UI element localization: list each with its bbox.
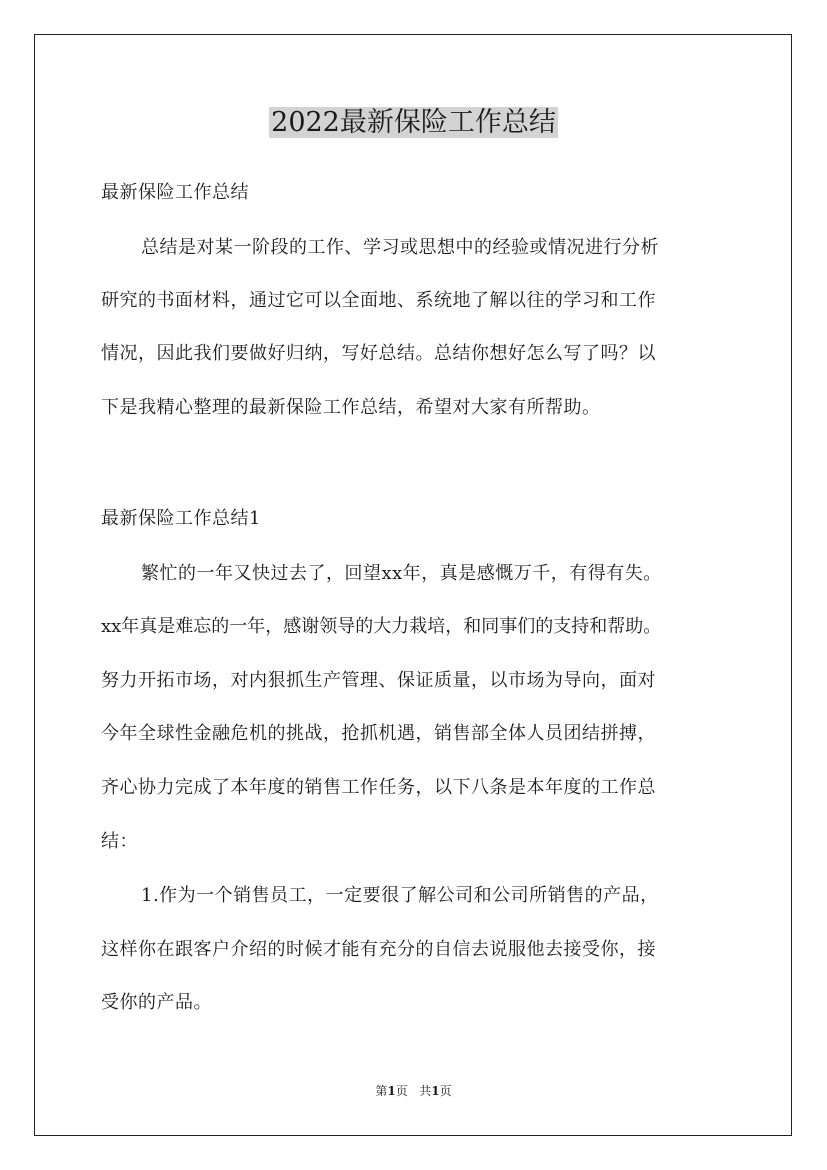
paragraph-line: 受你的产品。: [101, 992, 212, 1013]
document-title-text: 2022最新保险工作总结: [271, 107, 556, 138]
section-heading: 最新保险工作总结1: [101, 508, 261, 529]
paragraph-line: 齐心协力完成了本年度的销售工作任务，以下八条是本年度的工作总: [101, 777, 656, 798]
total-label-prefix: 共: [419, 1084, 432, 1098]
paragraph-line: 结：: [101, 831, 138, 852]
paragraph-line: 这样你在跟客户介绍的时候才能有充分的自信去说服他去接受你，接: [101, 939, 656, 960]
page-number: 1: [387, 1084, 396, 1098]
paragraph-line: 繁忙的一年又快过去了，回望xx年，真是感慨万千，有得有失。: [141, 563, 662, 584]
paragraph-line: 1.作为一个销售员工，一定要很了解公司和公司所销售的产品，: [141, 885, 659, 906]
paragraph-line: 今年全球性金融危机的挑战，抢抓机遇，销售部全体人员团结拼搏，: [101, 723, 656, 744]
page-label-prefix: 第: [375, 1084, 388, 1098]
document-title: [0, 104, 827, 142]
paragraph-line: 努力开拓市场，对内狠抓生产管理、保证质量，以市场为导向，面对: [101, 670, 656, 691]
page-footer: [0, 1083, 827, 1099]
section-heading: 最新保险工作总结: [101, 182, 249, 203]
page-label-suffix: 页: [395, 1084, 408, 1098]
paragraph-line: xx年真是难忘的一年，感谢领导的大力栽培，和同事们的支持和帮助。: [101, 616, 662, 637]
paragraph-line: 研究的书面材料，通过它可以全面地、系统地了解以往的学习和工作: [101, 290, 656, 311]
paragraph-line: 情况，因此我们要做好归纳，写好总结。总结你想好怎么写了吗？以: [101, 343, 656, 364]
total-label-suffix: 页: [439, 1084, 452, 1098]
paragraph-line: 总结是对某一阶段的工作、学习或思想中的经验或情况进行分析: [141, 237, 659, 258]
paragraph-line: 下是我精心整理的最新保险工作总结，希望对大家有所帮助。: [101, 397, 601, 418]
total-pages: 1: [431, 1084, 440, 1098]
